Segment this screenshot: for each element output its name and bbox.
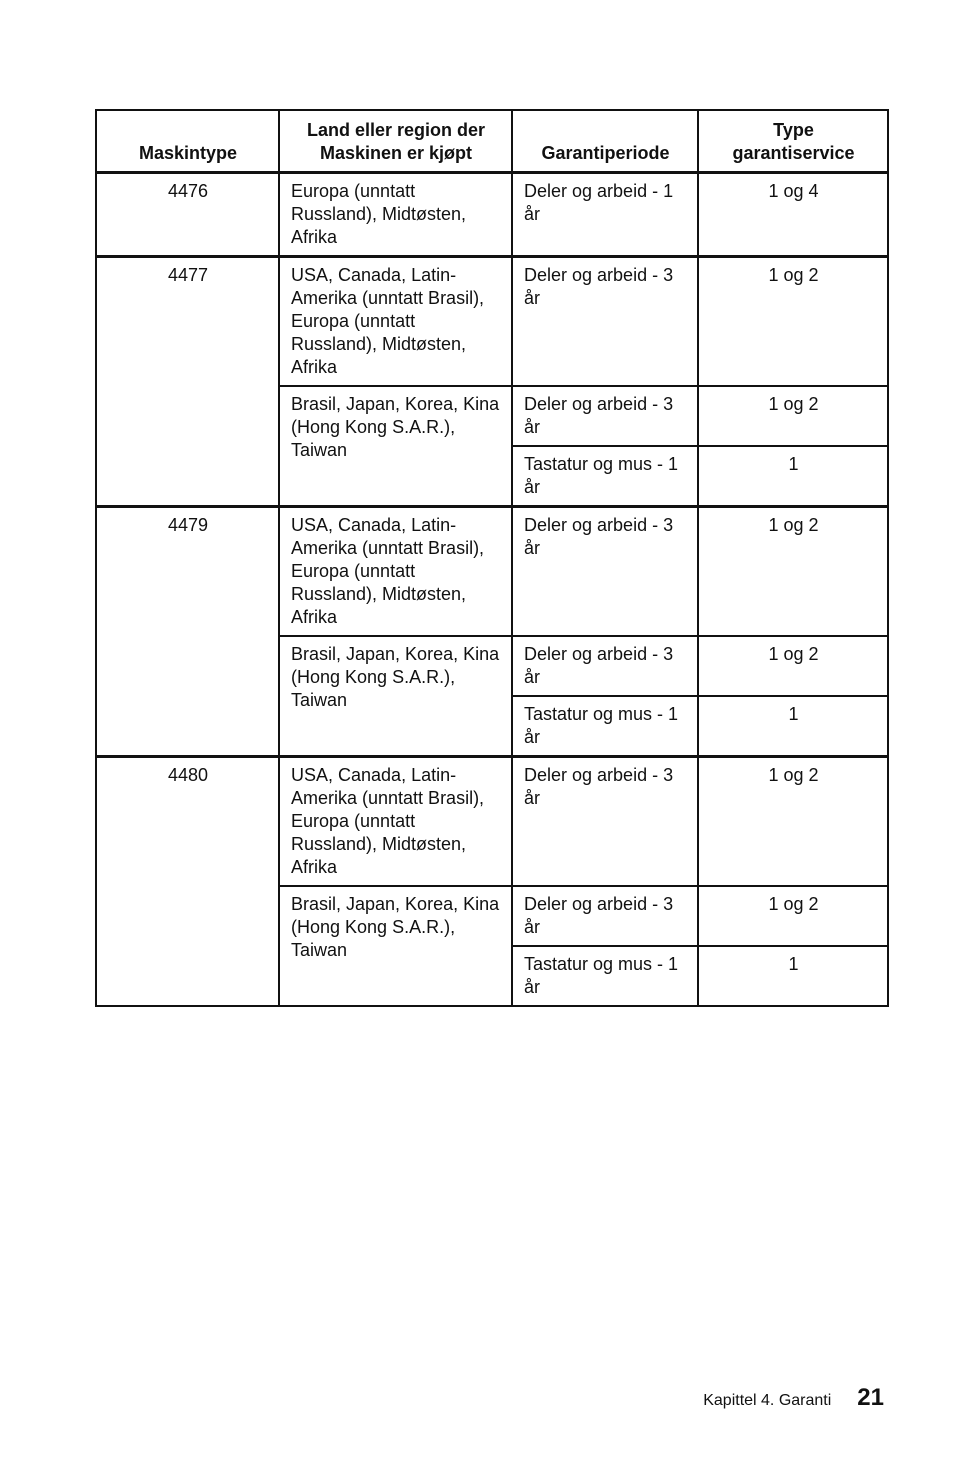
header-machine-type: Maskintype: [96, 110, 279, 172]
period-cell: Tastatur og mus - 1 år: [512, 946, 698, 1006]
period-cell: Deler og arbeid - 3 år: [512, 256, 698, 386]
machine-type-cell: 4480: [96, 756, 279, 1006]
header-row: [96, 110, 888, 172]
service-type-cell: 1 og 2: [698, 636, 888, 696]
header-country: Land eller region der Maskinen er kjøpt: [279, 110, 512, 172]
period-cell: Deler og arbeid - 3 år: [512, 756, 698, 886]
table-row: [96, 756, 888, 886]
header-service-type: Type garantiservice: [698, 110, 888, 172]
service-type-cell: 1 og 2: [698, 256, 888, 386]
period-cell: Deler og arbeid - 3 år: [512, 636, 698, 696]
table-row: [96, 256, 888, 386]
service-type-cell: 1 og 2: [698, 386, 888, 446]
period-cell: Deler og arbeid - 3 år: [512, 506, 698, 636]
period-cell: Tastatur og mus - 1 år: [512, 696, 698, 757]
country-cell: USA, Canada, Latin-Amerika (unntatt Brasil), Europa (unntatt Russland), Midtøsten, Afrika: [279, 256, 512, 386]
country-cell: Brasil, Japan, Korea, Kina (Hong Kong S.A.R.), Taiwan: [279, 886, 512, 1006]
service-type-cell: 1 og 4: [698, 172, 888, 256]
table-row: [96, 506, 888, 636]
country-cell: Europa (unntatt Russland), Midtøsten, Afrika: [279, 172, 512, 256]
page-number: 21: [857, 1384, 884, 1411]
country-cell: Brasil, Japan, Korea, Kina (Hong Kong S.A.R.), Taiwan: [279, 636, 512, 757]
machine-type-cell: 4477: [96, 256, 279, 506]
service-type-cell: 1 og 2: [698, 756, 888, 886]
period-cell: Deler og arbeid - 3 år: [512, 386, 698, 446]
table-row: [96, 172, 888, 256]
service-type-cell: 1: [698, 696, 888, 757]
service-type-cell: 1: [698, 946, 888, 1006]
header-period: Garantiperiode: [512, 110, 698, 172]
footer-chapter-label: Kapittel 4. Garanti: [703, 1392, 832, 1409]
machine-type-cell: 4476: [96, 172, 279, 256]
country-cell: Brasil, Japan, Korea, Kina (Hong Kong S.A.R.), Taiwan: [279, 386, 512, 507]
country-cell: USA, Canada, Latin-Amerika (unntatt Brasil), Europa (unntatt Russland), Midtøsten, Afrika: [279, 756, 512, 886]
period-cell: Deler og arbeid - 3 år: [512, 886, 698, 946]
table-body: [96, 172, 888, 1006]
table-header: [96, 110, 888, 172]
period-cell: Tastatur og mus - 1 år: [512, 446, 698, 507]
warranty-table: [95, 109, 889, 1007]
service-type-cell: 1 og 2: [698, 506, 888, 636]
machine-type-cell: 4479: [96, 506, 279, 756]
service-type-cell: 1 og 2: [698, 886, 888, 946]
page-footer: [703, 1384, 884, 1412]
country-cell: USA, Canada, Latin-Amerika (unntatt Brasil), Europa (unntatt Russland), Midtøsten, Afrika: [279, 506, 512, 636]
service-type-cell: 1: [698, 446, 888, 507]
period-cell: Deler og arbeid - 1 år: [512, 172, 698, 256]
